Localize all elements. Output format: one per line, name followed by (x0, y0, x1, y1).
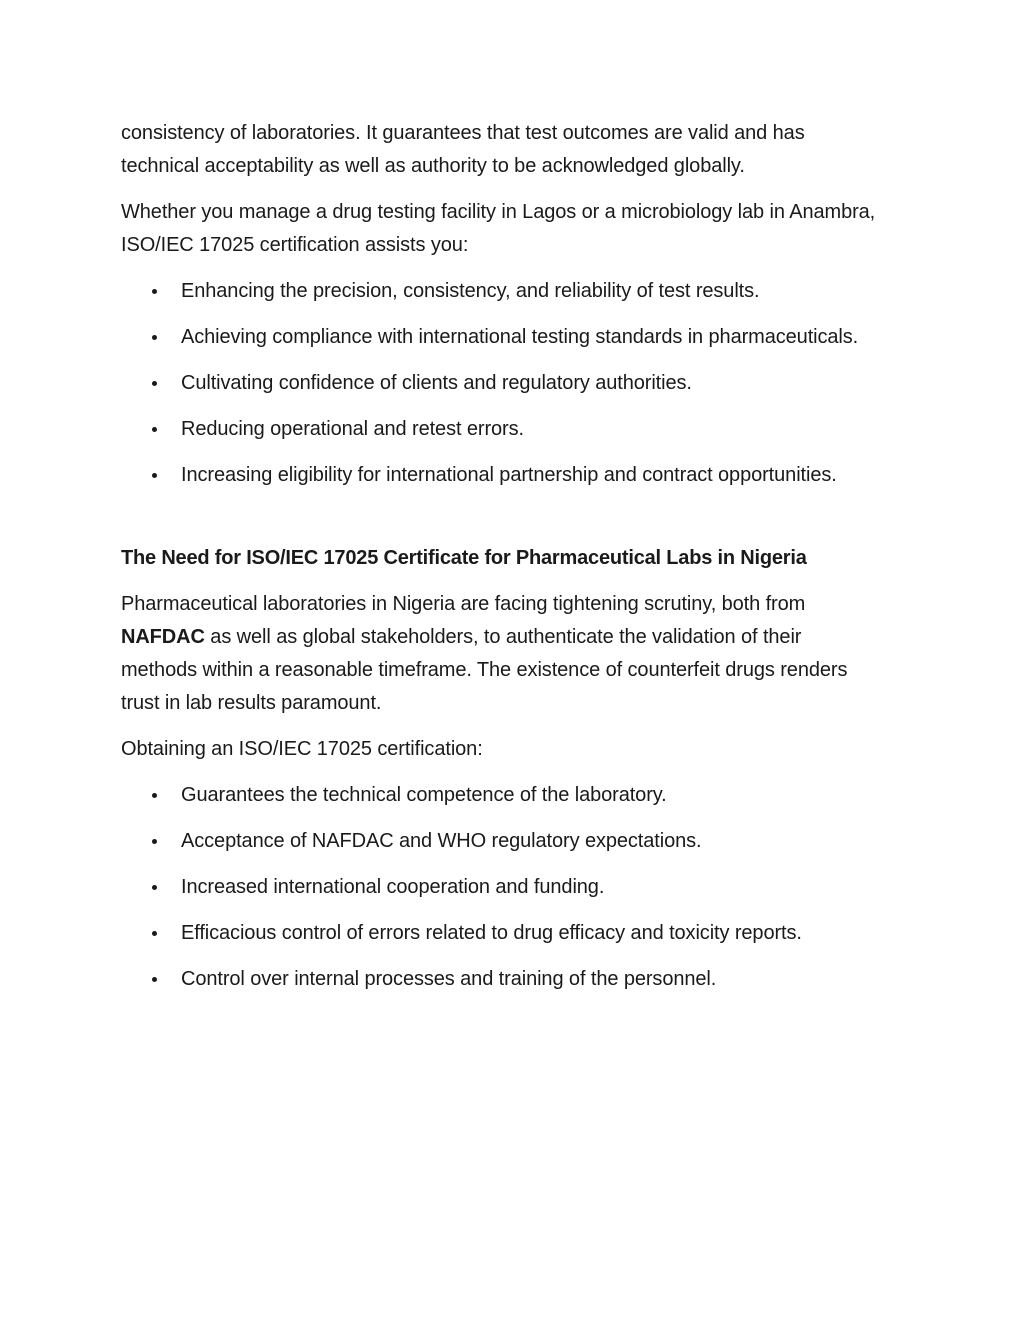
list-item: Achieving compliance with international testing standards in pharmaceuticals. (121, 321, 881, 354)
section-heading: The Need for ISO/IEC 17025 Certificate for Pharmaceutical Labs in Nigeria (121, 547, 807, 569)
list-item: Increasing eligibility for international partnership and contract opportunities. (121, 459, 881, 492)
list-item: Enhancing the precision, consistency, and reliability of test results. (121, 275, 881, 308)
list-item: Control over internal processes and training of the personnel. (121, 963, 881, 996)
list-item: Reducing operational and retest errors. (121, 413, 881, 446)
list-item: Efficacious control of errors related to drug efficacy and toxicity reports. (121, 917, 881, 950)
nafdac-bold-text: NAFDAC (121, 626, 205, 648)
certification-list (121, 779, 881, 996)
section-lead-paragraph: Obtaining an ISO/IEC 17025 certification: (121, 738, 483, 760)
intro-lead-paragraph: Whether you manage a drug testing facility in Lagos or a microbiology lab in Anambra, ISO/IEC 17025 certification assists you: (121, 201, 876, 256)
list-item: Guarantees the technical competence of the laboratory. (121, 779, 881, 812)
list-item: Cultivating confidence of clients and regulatory authorities. (121, 367, 881, 400)
list-item: Acceptance of NAFDAC and WHO regulatory expectations. (121, 825, 881, 858)
section-paragraph (121, 588, 881, 720)
paragraph-text-end: as well as global stakeholders, to authenticate the validation of their methods within a reasonable timeframe. The existence of counterfeit drugs renders trust in lab results paramount. (121, 626, 848, 714)
benefits-list (121, 275, 881, 492)
list-item: Increased international cooperation and funding. (121, 871, 881, 904)
intro-continuation-paragraph: consistency of laboratories. It guarantees that test outcomes are valid and has technical acceptability as well as authority to be acknowledged globally. (121, 122, 805, 177)
paragraph-text-start: Pharmaceutical laboratories in Nigeria are facing tightening scrutiny, both from (121, 593, 806, 615)
document-page (121, 117, 881, 1009)
